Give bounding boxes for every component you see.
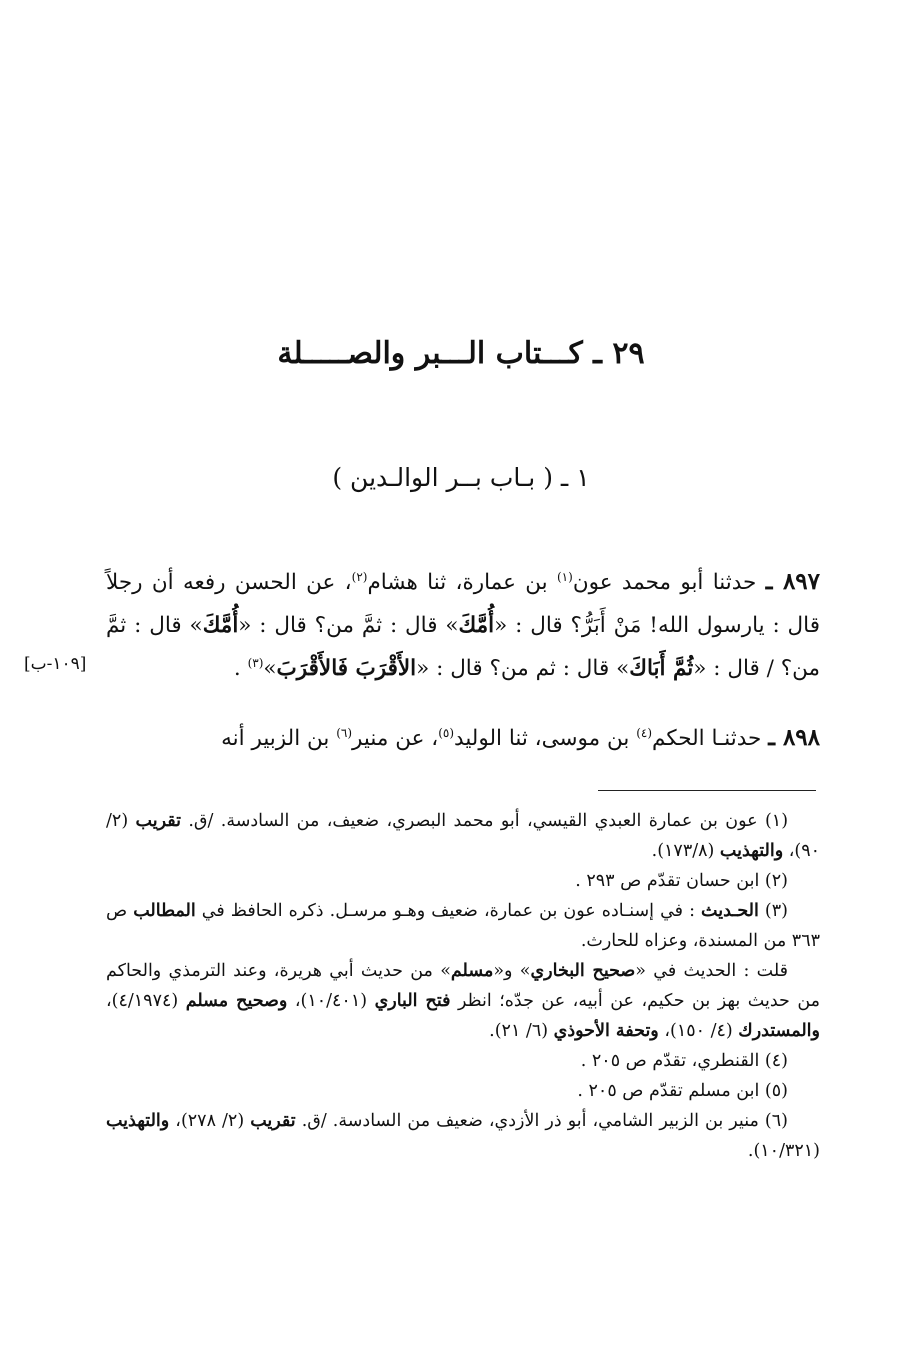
footnote-ref-1: (١) <box>556 569 573 584</box>
hadith-text: » قال : ثم من؟ قال : « <box>416 656 630 681</box>
footnote-6 <box>106 1106 820 1166</box>
hadith-text: » <box>263 656 277 681</box>
footnote-text: (١) عون بن عمارة العبدي القيسي، أبو محمد البصري، ضعيف، من السادسة. /ق. <box>180 811 789 831</box>
footnote-divider <box>598 790 816 791</box>
source-title: والمستدرك <box>738 1021 820 1041</box>
footnote-2: (٢) ابن حسان تقدّم ص ٢٩٣ . <box>575 871 788 891</box>
footnote-text: (٤/١٩٧٤)، <box>106 991 186 1011</box>
footnotes <box>106 806 820 1166</box>
hadith-number: ٨٩٨ ـ <box>768 724 820 751</box>
hadith-898 <box>106 716 820 760</box>
hadith-text: ، عن الحسن رفعه أن رجلاً قال : يارسول الله! مَنْ أَبَرُّ؟ قال : « <box>106 570 820 638</box>
source-title: والتهذيب <box>719 841 784 861</box>
footnote-ref-3: (٣) <box>247 655 264 670</box>
footnote-text: (٦) منير بن الزبير الشامي، أبو ذر الأزدي، ضعيف من السادسة. /ق. <box>295 1111 788 1131</box>
source-title: تقريب <box>250 1111 296 1131</box>
footnote-text: (٤/ ١٥٠)، <box>658 1021 739 1041</box>
source-title: تقريب <box>135 811 181 831</box>
hadith-897 <box>106 560 820 690</box>
footnote-4: (٤) القنطري، تقدّم ص ٢٠٥ . <box>580 1051 788 1071</box>
source-title: الحـديث <box>701 901 759 921</box>
prophetic-phrase: أُمَّكَ <box>202 613 239 638</box>
hadith-number: ٨٩٧ ـ <box>765 568 821 595</box>
hadith-text: بن الزبير أنه <box>221 726 337 751</box>
manuscript-folio-ref: [١٠٩-ب] <box>24 654 87 674</box>
hadith-text: ، عن منير <box>352 726 439 751</box>
hadith-text: » قال : ثمَّ من؟ / قال : « <box>106 613 820 681</box>
footnote-ref-4: (٤) <box>636 725 653 740</box>
source-title: المطالب <box>133 901 196 921</box>
source-title: والتهذيب <box>106 1111 170 1131</box>
hadith-text: » قال : ثمَّ من؟ قال : « <box>238 613 459 638</box>
footnote-text: (٢/ ٢٧٨)، <box>169 1111 251 1131</box>
footnote-text: (١٠/٤٠١)، <box>287 991 375 1011</box>
hadith-text: بن موسى، ثنا الوليد <box>454 726 637 751</box>
footnote-text: : في إسنـاده عون بن عمارة، ضعيف وهـو مرسـل. ذكره الحافظ في <box>195 901 702 921</box>
prophetic-phrase: ثُمَّ أَبَاكَ <box>629 656 694 681</box>
prophetic-phrase: أُمَّكَ <box>458 613 495 638</box>
prophetic-phrase: الأَقْرَبَ فَالأَقْرَبَ <box>276 656 417 681</box>
footnote-text: » و« <box>493 961 531 981</box>
source-title: فتح الباري <box>374 991 451 1011</box>
footnote-text: (١٠/٣٢١). <box>747 1141 820 1161</box>
footnote-text: (١٧٣/٨). <box>651 841 720 861</box>
footnote-text: قلت : الحديث في « <box>635 961 788 981</box>
source-title: وصحيح مسلم <box>185 991 288 1011</box>
footnote-1 <box>106 806 820 866</box>
footnote-ref-5: (٥) <box>438 725 455 740</box>
section-title: ١ ـ ( بـاب بــر الوالـدين ) <box>332 463 590 492</box>
hadith-text: حدثنا أبو محمد عون <box>572 570 766 595</box>
footnote-ref-6: (٦) <box>336 725 353 740</box>
hadith-text: بن عمارة، ثنا هشام <box>367 570 557 595</box>
footnote-3 <box>106 896 820 956</box>
footnote-text: (٦/ ٢١). <box>489 1021 554 1041</box>
chapter-title: ٢٩ ـ كـــتاب الـــبر والصـــــلة <box>277 336 645 371</box>
footnote-5: (٥) ابن مسلم تقدّم ص ٢٠٥ . <box>577 1081 788 1101</box>
hadith-text: حدثنـا الحكم <box>652 726 769 751</box>
hadith-text: . <box>233 656 248 681</box>
source-title: صحيح البخاري <box>530 961 636 981</box>
footnote-text: ص ٣٦٣ من المسندة، وعزاه للحارث. <box>106 901 820 951</box>
footnote-text: » من حديث أبي هريرة، وعند الترمذي والحاكم من حديث بهز بن حكيم، عن أبيه، عن جدّه؛ انظر <box>106 961 821 1011</box>
source-title: وتحفة الأحوذي <box>553 1021 659 1041</box>
footnote-3-comment <box>106 956 820 1046</box>
source-title: مسلم <box>450 961 494 981</box>
footnote-ref-2: (٢) <box>351 569 368 584</box>
footnote-text: (٣) <box>758 901 788 921</box>
footnote-text: (٢/ ٩٠)، <box>106 811 820 861</box>
